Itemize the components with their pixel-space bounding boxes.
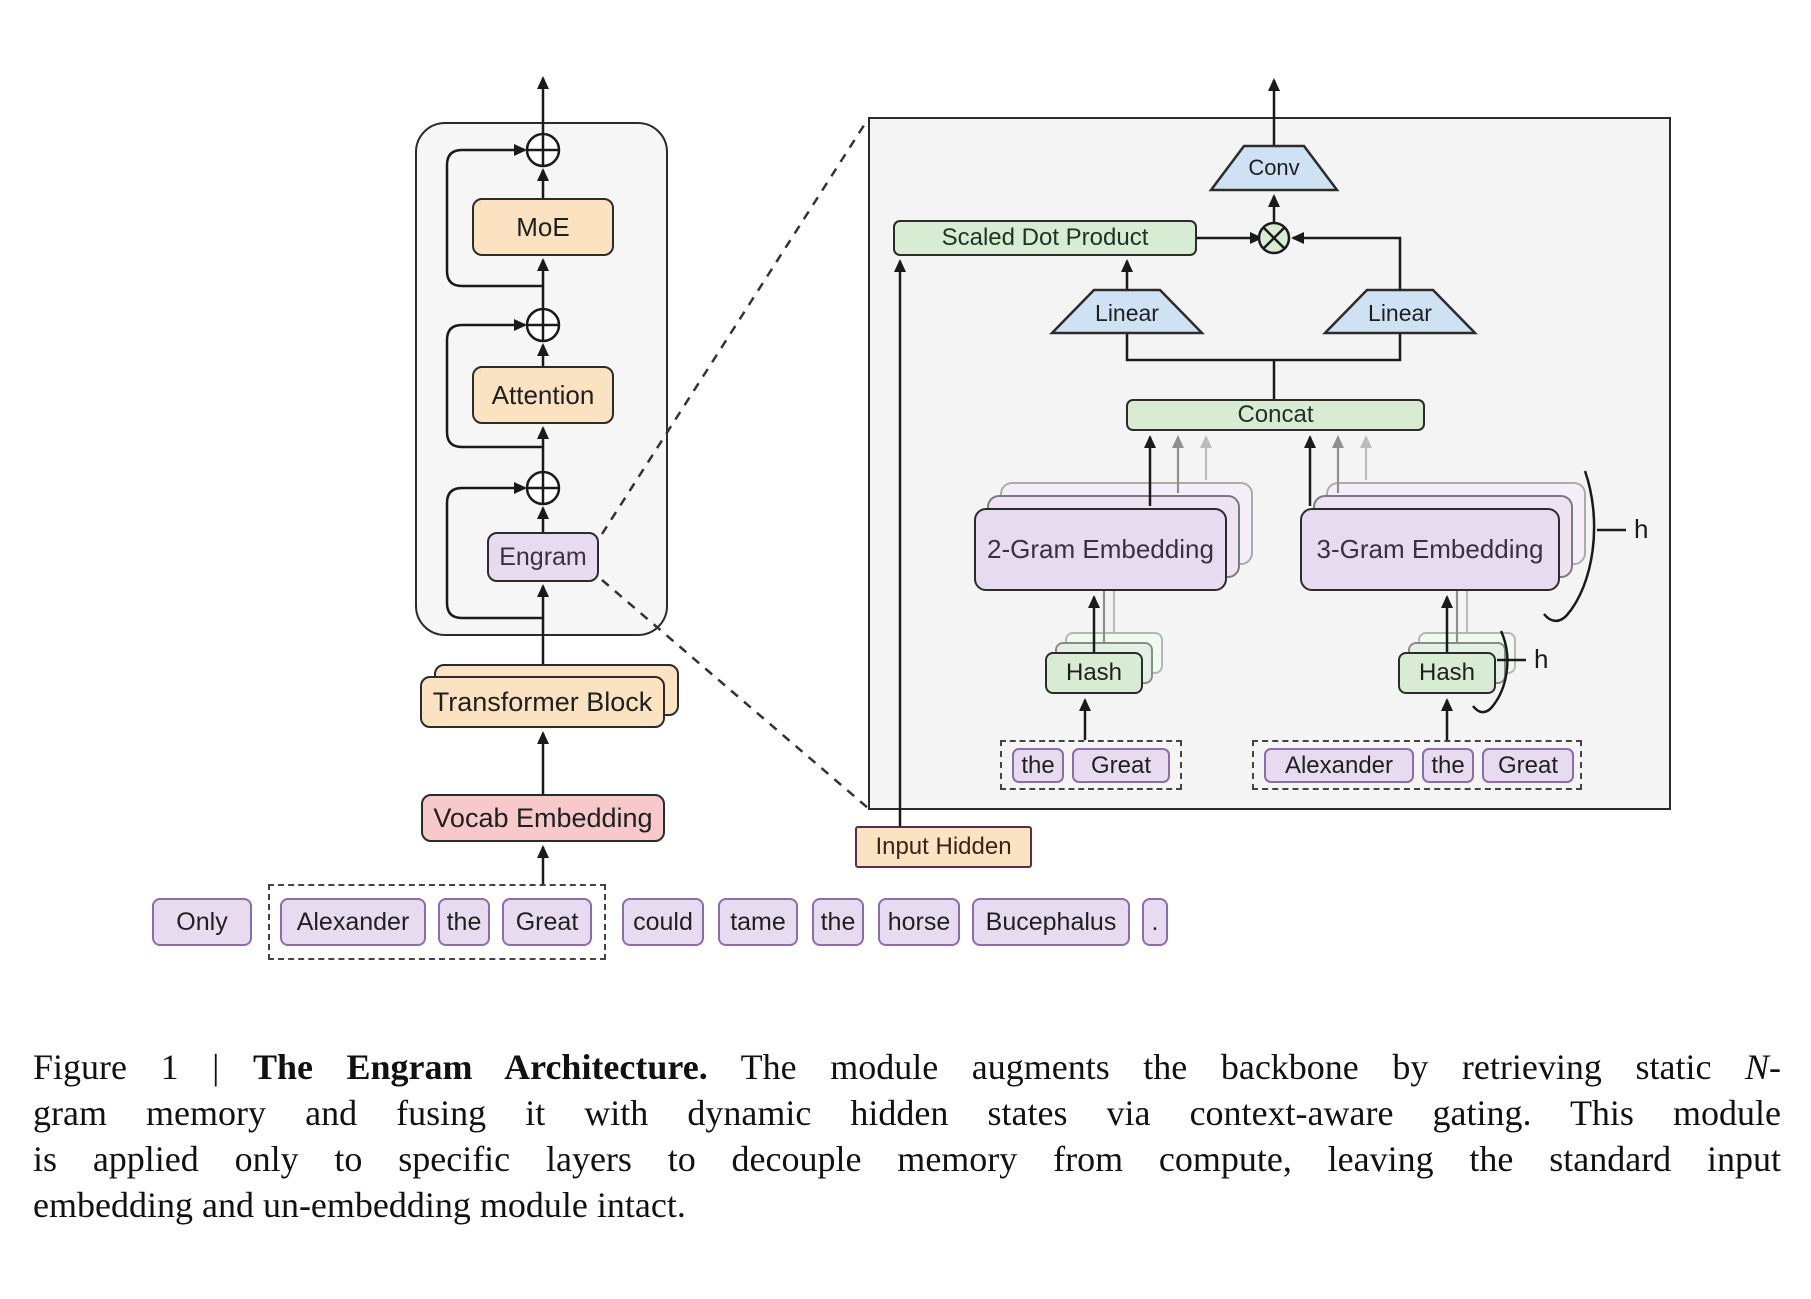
concat-label: Concat [1237,401,1314,428]
three-gram-embedding-box [1300,508,1560,591]
h-label-text: h [1534,644,1549,674]
panel-token [1012,748,1064,783]
linear-left-label-text: Linear [1095,300,1159,326]
transformer-block-box [420,676,665,728]
multiply-operator-icon [1259,223,1289,253]
sentence-token [718,898,798,946]
conv-label-text: Conv [1248,155,1300,180]
caption-italic-n: N- [1745,1047,1782,1087]
panel-token [1264,748,1414,783]
linear-right-label-text: Linear [1368,300,1432,326]
three-gram-label: 3-Gram Embedding [1316,534,1544,564]
engram-box [487,532,599,582]
sentence-token [152,898,252,946]
sentence-token [1142,898,1168,946]
sentence-token [972,898,1130,946]
vocab-embedding-label: Vocab Embedding [433,802,653,833]
token-label: the [446,907,482,936]
caption-figure-number: Figure 1 | [33,1047,253,1087]
sentence-token [622,898,704,946]
caption-line-3: is applied only to specific layers to decouple memory from compute, leaving the standard input [33,1139,1781,1179]
sentence-token [812,898,864,946]
token-label: Only [176,907,228,936]
token-label: the [1021,751,1055,779]
head-count-label-hash [1534,644,1548,675]
conv-label [1211,155,1337,181]
hash-right-box [1398,652,1496,694]
engram-label: Engram [499,542,587,571]
token-label: the [820,907,856,936]
two-gram-embedding-box [974,508,1227,591]
sentence-token [438,898,490,946]
hash-left-label: Hash [1065,659,1123,686]
hash-left-box [1045,652,1143,694]
transformer-block-label: Transformer Block [432,686,653,717]
moe-box [472,198,614,256]
two-gram-label: 2-Gram Embedding [987,534,1214,564]
sentence-token [280,898,426,946]
attention-box [472,366,614,424]
token-label: Alexander [296,907,410,936]
h-label-text: h [1634,514,1649,544]
token-label: Great [1090,751,1152,779]
caption-body-start: The module augments the backbone by retrieving static [707,1047,1746,1087]
token-label: tame [730,907,786,936]
token-label: the [1431,751,1465,779]
sentence-token [878,898,960,946]
input-hidden-label: Input Hidden [875,833,1012,860]
caption-line-1 [33,1046,1781,1088]
panel-token [1482,748,1574,783]
caption-title: The Engram Architecture. [252,1047,708,1087]
panel-token [1072,748,1170,783]
moe-label: MoE [516,211,570,242]
scaled-dot-product-label: Scaled Dot Product [941,224,1149,251]
caption-line-2: gram memory and fusing it with dynamic hidden states via context-aware gating. This module [33,1093,1781,1133]
head-count-label-grams [1634,514,1648,545]
token-label: Bucephalus [985,907,1117,936]
token-label: could [633,907,693,936]
token-label: Alexander [1284,751,1394,779]
linear-right-label [1325,300,1475,327]
attention-label: Attention [491,379,595,410]
linear-left-label [1052,300,1202,327]
token-label: . [1151,907,1159,936]
scaled-dot-product-box [893,220,1197,256]
sentence-token [502,898,592,946]
panel-token [1422,748,1474,783]
token-label: horse [887,907,951,936]
concat-box [1126,399,1425,431]
token-label: Great [515,907,579,936]
input-hidden-box [855,826,1032,868]
vocab-embedding-box [421,794,665,842]
token-label: Great [1497,751,1559,779]
hash-right-label: Hash [1418,659,1476,686]
caption-line-4: embedding and un-embedding module intact. [33,1185,686,1225]
